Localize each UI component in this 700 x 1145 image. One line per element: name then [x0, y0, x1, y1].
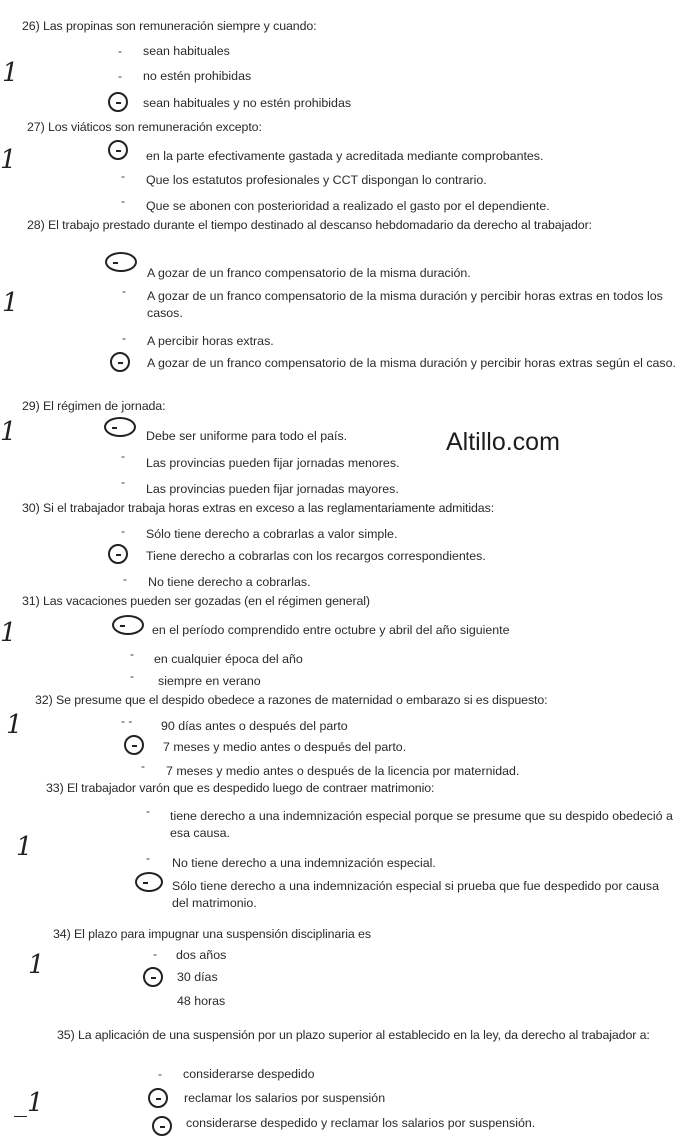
- bullet-icon: -: [121, 524, 125, 538]
- question-27: 27) Los viáticos son remuneración excepto:: [27, 120, 262, 134]
- bullet-icon: -: [122, 331, 126, 345]
- option-27-1: en la parte efectivamente gastada y acreditada mediante comprobantes.: [146, 149, 544, 163]
- answer-circle-icon: [135, 872, 163, 892]
- option-34-1: dos años: [176, 948, 227, 962]
- bullet-icon: -: [122, 284, 126, 298]
- score-mark-28: 1: [2, 288, 19, 318]
- option-32-2: 7 meses y medio antes o después del parto.: [163, 740, 407, 754]
- option-28-3: A percibir horas extras.: [147, 334, 274, 348]
- bullet-icon: -: [141, 759, 145, 773]
- question-29: 29) El régimen de jornada:: [22, 399, 166, 413]
- bullet-icon: -: [146, 804, 150, 818]
- answer-circle-icon: [112, 615, 144, 635]
- option-35-1: considerarse despedido: [183, 1067, 315, 1081]
- answer-circle-icon: [104, 417, 136, 437]
- bullet-icon: -: [158, 1067, 162, 1081]
- bullet-icon: -: [130, 669, 134, 683]
- question-32: 32) Se presume que el despido obedece a razones de maternidad o embarazo si es dispuesto:: [35, 693, 548, 707]
- question-34: 34) El plazo para impugnar una suspensión disciplinaria es: [53, 927, 371, 941]
- option-35-2: reclamar los salarios por suspensión: [184, 1091, 386, 1105]
- bullet-icon: - -: [121, 714, 133, 728]
- bullet-icon: -: [118, 44, 122, 58]
- bullet-icon: -: [121, 169, 125, 183]
- answer-circle-icon: [152, 1116, 172, 1136]
- answer-circle-icon: [108, 92, 128, 112]
- score-mark-27: 1: [0, 145, 17, 175]
- bullet-icon: -: [121, 194, 125, 208]
- option-33-2: No tiene derecho a una indemnización especial.: [172, 856, 436, 870]
- score-mark-29: 1: [0, 417, 17, 447]
- answer-circle-icon: [148, 1088, 168, 1108]
- bullet-icon: -: [121, 449, 125, 463]
- option-29-3: Las provincias pueden fijar jornadas mayores.: [146, 482, 399, 496]
- question-30: 30) Si el trabajador trabaja horas extras en exceso a las reglamentariamente admitidas:: [22, 501, 495, 515]
- option-28-4: A gozar de un franco compensatorio de la misma duración y percibir horas extras según el caso.: [147, 356, 676, 370]
- option-26-1: sean habituales: [143, 44, 230, 58]
- answer-circle-icon: [143, 967, 163, 987]
- option-31-2: en cualquier época del año: [154, 652, 303, 666]
- option-30-1: Sólo tiene derecho a cobrarlas a valor simple.: [146, 527, 398, 541]
- question-28: 28) El trabajo prestado durante el tiempo destinado al descanso hebdomadario da derecho al trabajador:: [27, 218, 592, 232]
- question-31: 31) Las vacaciones pueden ser gozadas (en el régimen general): [22, 594, 370, 608]
- option-34-2: 30 días: [177, 970, 218, 984]
- option-32-3: 7 meses y medio antes o después de la licencia por maternidad.: [166, 764, 520, 778]
- bullet-icon: -: [153, 947, 157, 961]
- option-28-2: A gozar de un franco compensatorio de la misma duración y percibir horas extras en todos los casos.: [147, 289, 663, 320]
- option-27-3: Que se abonen con posterioridad a realizado el gasto por el dependiente.: [146, 199, 550, 213]
- option-29-2: Las provincias pueden fijar jornadas menores.: [146, 456, 400, 470]
- score-mark-34: 1: [28, 950, 45, 980]
- question-33: 33) El trabajador varón que es despedido luego de contraer matrimonio:: [46, 781, 435, 795]
- watermark: Altillo.com: [446, 428, 560, 456]
- bullet-icon: -: [118, 69, 122, 83]
- score-mark-31: 1: [0, 618, 17, 648]
- bullet-icon: -: [121, 475, 125, 489]
- option-26-3: sean habituales y no estén prohibidas: [143, 96, 352, 110]
- option-33-1: tiene derecho a una indemnización especial porque se presume que su despido obedeció a esa causa.: [170, 809, 673, 840]
- option-34-3: 48 horas: [177, 994, 226, 1008]
- answer-circle-icon: [108, 544, 128, 564]
- option-31-3: siempre en verano: [158, 674, 261, 688]
- option-29-1: Debe ser uniforme para todo el país.: [146, 429, 348, 443]
- question-26: 26) Las propinas son remuneración siempre y cuando:: [22, 19, 317, 33]
- bullet-icon: -: [123, 572, 127, 586]
- answer-circle-icon: [110, 352, 130, 372]
- score-mark-35: _1: [14, 1088, 44, 1118]
- option-26-2: no estén prohibidas: [143, 69, 252, 83]
- bullet-icon: -: [146, 851, 150, 865]
- option-30-2: Tiene derecho a cobrarlas con los recargos correspondientes.: [146, 549, 486, 563]
- answer-circle-icon: [105, 252, 137, 272]
- option-27-2: Que los estatutos profesionales y CCT dispongan lo contrario.: [146, 173, 487, 187]
- score-mark-32: 1: [6, 710, 23, 740]
- option-31-1: en el período comprendido entre octubre y abril del año siguiente: [152, 623, 510, 637]
- option-28-1: A gozar de un franco compensatorio de la misma duración.: [147, 266, 471, 280]
- answer-circle-icon: [108, 140, 128, 160]
- option-35-3: considerarse despedido y reclamar los salarios por suspensión.: [186, 1116, 536, 1130]
- score-mark-33: 1: [16, 832, 33, 862]
- option-30-3: No tiene derecho a cobrarlas.: [148, 575, 311, 589]
- option-33-3: Sólo tiene derecho a una indemnización especial si prueba que fue despedido por causa del matrimonio.: [172, 879, 660, 910]
- question-35: 35) La aplicación de una suspensión por un plazo superior al establecido en la ley, da derecho al trabajador a:: [57, 1028, 650, 1042]
- bullet-icon: -: [130, 647, 134, 661]
- option-32-1: 90 días antes o después del parto: [161, 719, 348, 733]
- answer-circle-icon: [124, 735, 144, 755]
- score-mark-26: 1: [2, 58, 19, 88]
